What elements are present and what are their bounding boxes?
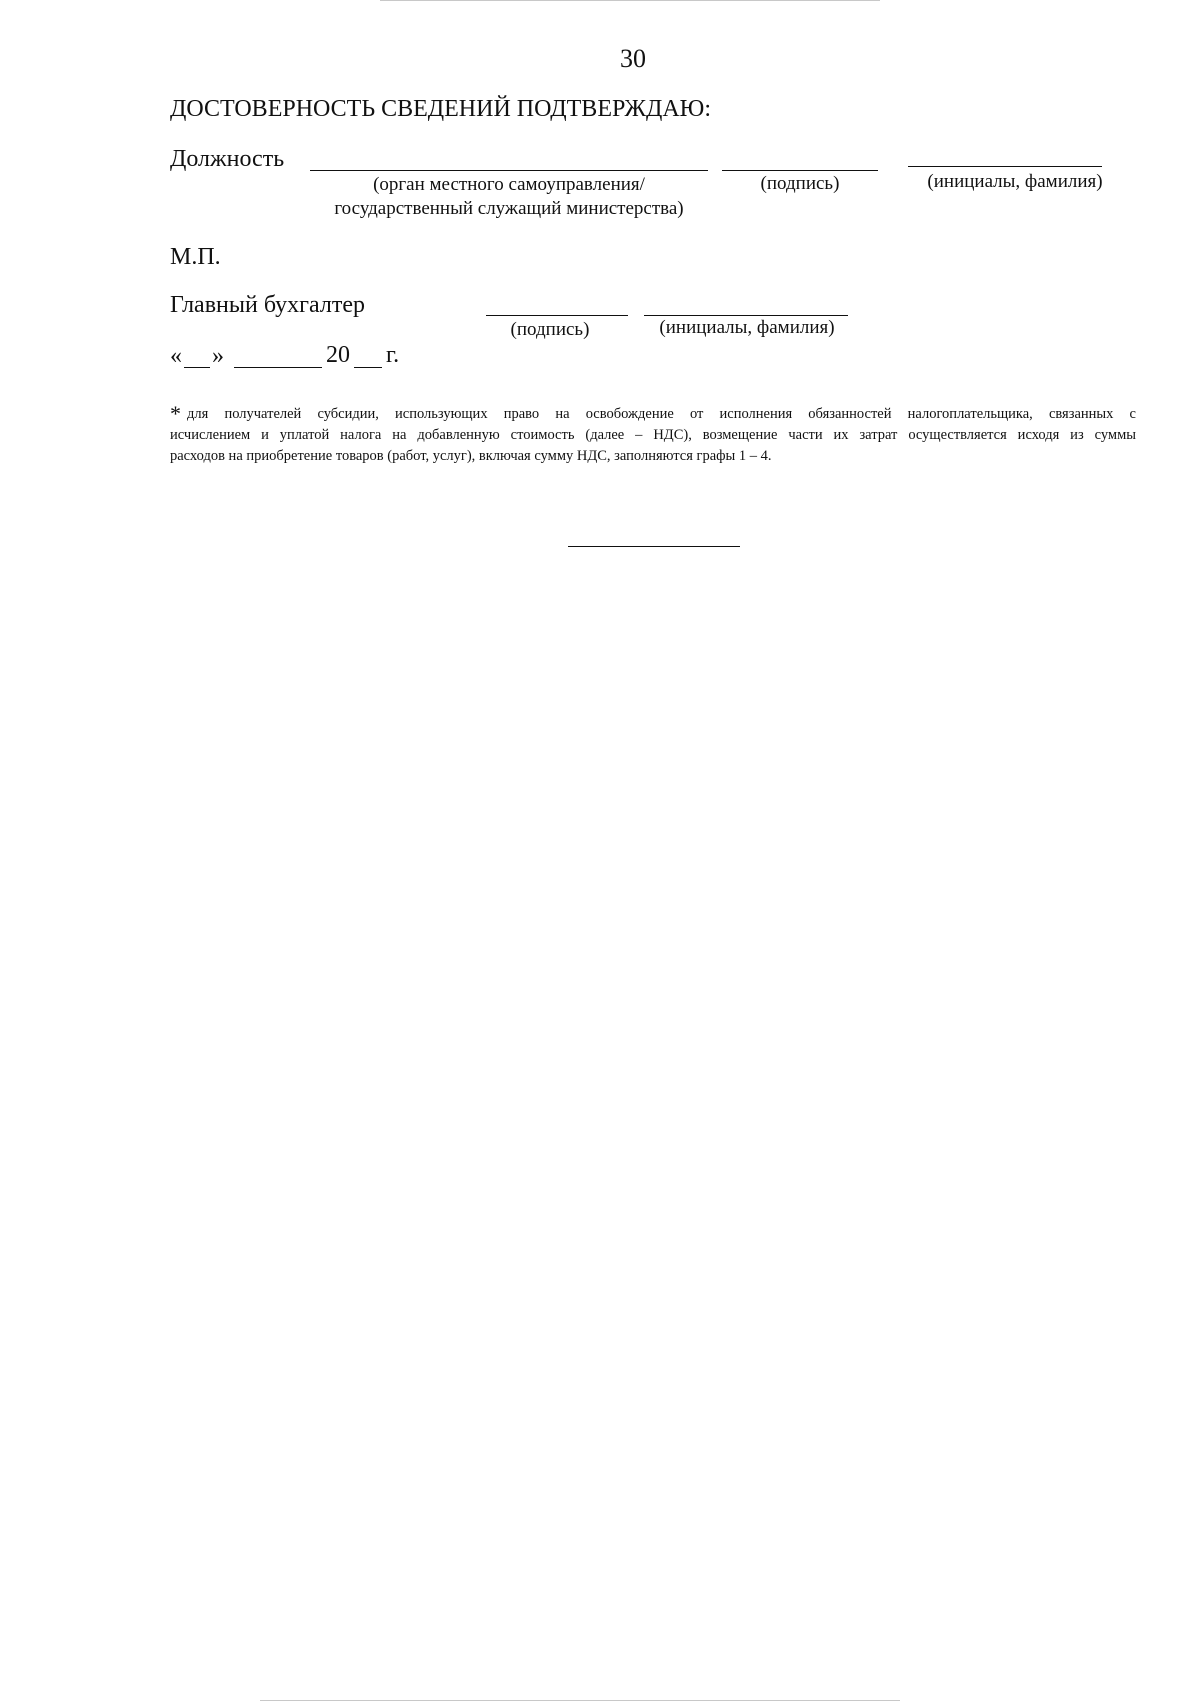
confirmation-heading: ДОСТОВЕРНОСТЬ СВЕДЕНИЙ ПОДТВЕРЖДАЮ:	[170, 96, 712, 122]
date-day-line	[184, 367, 210, 368]
footnote	[170, 403, 1136, 467]
footnote-line-3: расходов на приобретение товаров (работ, услуг), включая сумму НДС, заполняются графы 1 – 4.	[170, 448, 772, 464]
chief-accountant-signature-caption: (подпись)	[510, 319, 590, 340]
date-year-suffix: г.	[386, 342, 400, 368]
date-month-line	[234, 367, 322, 368]
position-label: Должность	[170, 146, 285, 172]
org-caption-line1: (орган местного самоуправления/	[373, 174, 645, 195]
chief-accountant-label: Главный бухгалтер	[170, 292, 365, 318]
date-year-line	[354, 367, 382, 368]
chief-accountant-name-line	[644, 315, 848, 316]
date-open-quote: «	[170, 343, 182, 369]
footnote-line-1	[170, 403, 1136, 425]
position-name-line	[908, 166, 1102, 167]
org-caption-line2: государственный служащий министерства)	[334, 198, 684, 219]
footnote-line-1-text: для получателей субсидии, использующих право на освобождение от исполнения обязанностей налогоплательщика, связанных с	[187, 406, 1136, 422]
position-signature-line	[722, 170, 878, 171]
end-separator-line	[568, 546, 740, 547]
footnote-line-2: исчислением и уплатой налога на добавленную стоимость (далее – НДС), возмещение части их затрат осуществляется исходя из суммы	[170, 427, 1136, 443]
page-number: 30	[620, 44, 646, 73]
date-close-quote: »	[212, 343, 224, 369]
position-signature-caption: (подпись)	[760, 173, 840, 194]
stamp-label: М.П.	[170, 244, 221, 270]
position-name-caption: (инициалы, фамилия)	[927, 171, 1103, 192]
footnote-marker: *	[170, 401, 181, 426]
chief-accountant-name-caption: (инициалы, фамилия)	[659, 317, 835, 338]
scan-artifact-top	[380, 0, 880, 1]
date-year-prefix: 20	[326, 342, 350, 368]
chief-accountant-signature-line	[486, 315, 628, 316]
position-line	[310, 170, 708, 171]
